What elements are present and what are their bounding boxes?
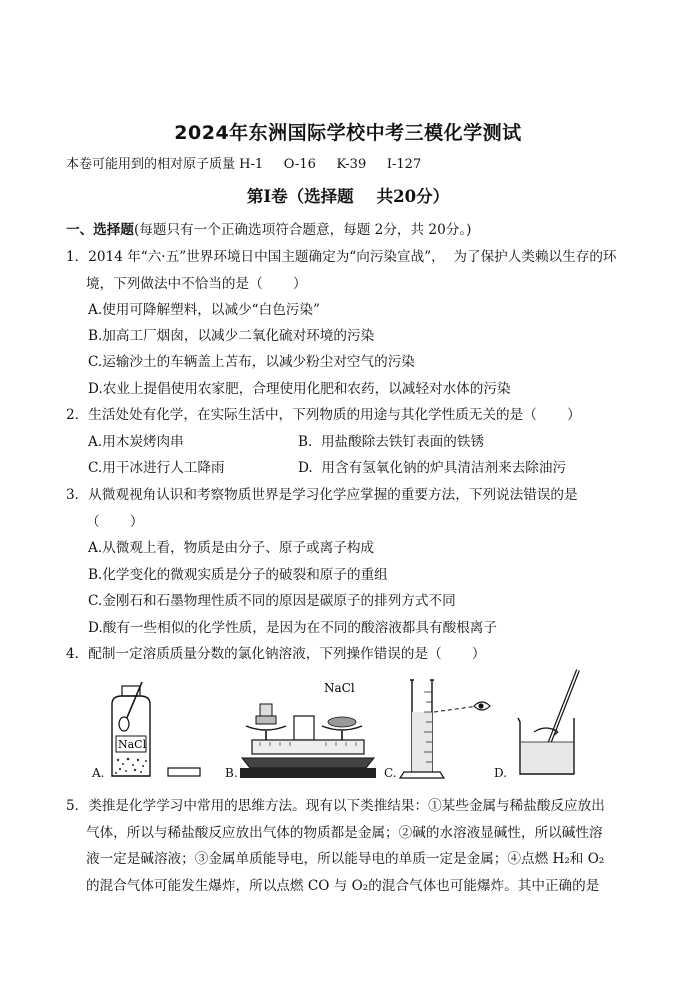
figure-c-measuring-cylinder bbox=[398, 676, 498, 782]
nacl-pile bbox=[328, 717, 356, 727]
q1-option-c: C.运输沙土的车辆盖上苫布，以减少粉尘对空气的污染 bbox=[88, 354, 415, 370]
q5-stem-line3: 液一定是碱溶液；③金属单质能导电，所以能导电的单质一定是金属；④点燃 H₂和 O₂ bbox=[86, 851, 605, 867]
scale-beam bbox=[252, 740, 364, 754]
q4-label-b: B. bbox=[225, 766, 238, 780]
figure-a-reagent-jar bbox=[104, 680, 204, 780]
part1-heading-line bbox=[66, 218, 471, 238]
cylinder-base bbox=[400, 772, 444, 778]
q3-stem-line1: 3．从微观视角认识和考察物质世界是学习化学应掌握的重要方法，下列说法错误的是 bbox=[66, 487, 578, 503]
q5-stem-line2: 气体，所以与稀盐酸反应放出气体的物质都是金属；②碱的水溶液显碱性，所以碱性溶 bbox=[86, 825, 603, 841]
stopper bbox=[168, 768, 200, 776]
sight-line bbox=[434, 706, 478, 712]
part1-heading: 一、选择题 bbox=[66, 222, 134, 238]
q2-stem: 2．生活处处有化学，在实际生活中，下列物质的用途与其化学性质无关的是（ ） bbox=[66, 407, 581, 423]
q3-option-a: A.从微观上看，物质是由分子、原子或离子构成 bbox=[88, 540, 375, 556]
part1-heading-note: (每题只有一个正确选项符合题意，每题 2分，共 20分。) bbox=[133, 222, 472, 238]
q2-option-d: D. 用含有氢氧化钠的炉具清洁剂来去除油污 bbox=[298, 460, 567, 476]
scale-base bbox=[240, 768, 376, 778]
q2-option-a: A.用木炭烤肉串 bbox=[88, 434, 184, 450]
q1-option-d: D.农业上提倡使用农家肥，合理使用化肥和农药，以减轻对水体的污染 bbox=[88, 381, 511, 397]
beaker-liquid bbox=[521, 742, 573, 773]
q4-label-a: A. bbox=[92, 766, 105, 780]
q4-stem: 4．配制一定溶质质量分数的氯化钠溶液，下列操作错误的是（ ） bbox=[66, 646, 486, 662]
salt-particles bbox=[115, 758, 147, 774]
weight-bottom bbox=[256, 716, 276, 724]
q3-option-c: C.金刚石和石墨物理性质不同的原因是碳原子的排列方式不同 bbox=[88, 593, 456, 609]
pointer-housing bbox=[294, 716, 314, 740]
scale-nacl-label: NaCl bbox=[324, 681, 355, 695]
q4-label-c: C. bbox=[384, 766, 397, 780]
figure-d-beaker-stirring bbox=[508, 666, 608, 782]
q4-label-d: D. bbox=[494, 766, 508, 780]
q3-option-d: D.酸有一些相似的化学性质，是因为在不同的酸溶液都具有酸根离子 bbox=[88, 620, 497, 636]
q5-stem-line4: 的混合气体可能发生爆炸，所以点燃 CO 与 O₂的混合气体也可能爆炸。其中正确的是 bbox=[86, 878, 600, 894]
figure-b-balance-scale bbox=[238, 676, 378, 782]
scale-base-top bbox=[242, 758, 374, 768]
jar-label-text: NaCl bbox=[118, 738, 147, 751]
section-title: 第I卷（选择题 共20分） bbox=[246, 187, 450, 206]
q1-stem-line1: 1．2014 年“六·五”世界环境日中国主题确定为“向污染宣战”， 为了保护人类赖以生存的环 bbox=[66, 249, 617, 265]
q2-option-b: B. 用盐酸除去铁钉表面的铁锈 bbox=[298, 434, 485, 450]
q1-stem-line2: 境，下列做法中不恰当的是（ ） bbox=[86, 276, 307, 292]
q2-option-c: C.用干冰进行人工降雨 bbox=[88, 460, 225, 476]
q3-stem-line2: （ ） bbox=[86, 514, 144, 530]
exam-title: 2024年东洲国际学校中考三模化学测试 bbox=[174, 122, 522, 144]
q3-option-b: B.化学变化的微观实质是分子的破裂和原子的重组 bbox=[88, 567, 388, 583]
atomic-mass-note: 本卷可能用到的相对原子质量 H-1 O-16 K-39 I-127 bbox=[66, 157, 422, 172]
weight-top bbox=[260, 704, 272, 716]
eye-pupil bbox=[478, 703, 483, 708]
q1-option-a: A.使用可降解塑料，以减少“白色污染” bbox=[88, 302, 320, 318]
q1-option-b: B.加高工厂烟囱，以减少二氧化硫对环境的污染 bbox=[88, 328, 375, 344]
spoon-handle bbox=[126, 682, 142, 720]
spoon-bowl bbox=[119, 717, 129, 731]
left-pan bbox=[246, 726, 286, 730]
q5-stem-line1: 5．类推是化学学习中常用的思维方法。现有以下类推结果：①某些金属与稀盐酸反应放出 bbox=[66, 798, 605, 814]
